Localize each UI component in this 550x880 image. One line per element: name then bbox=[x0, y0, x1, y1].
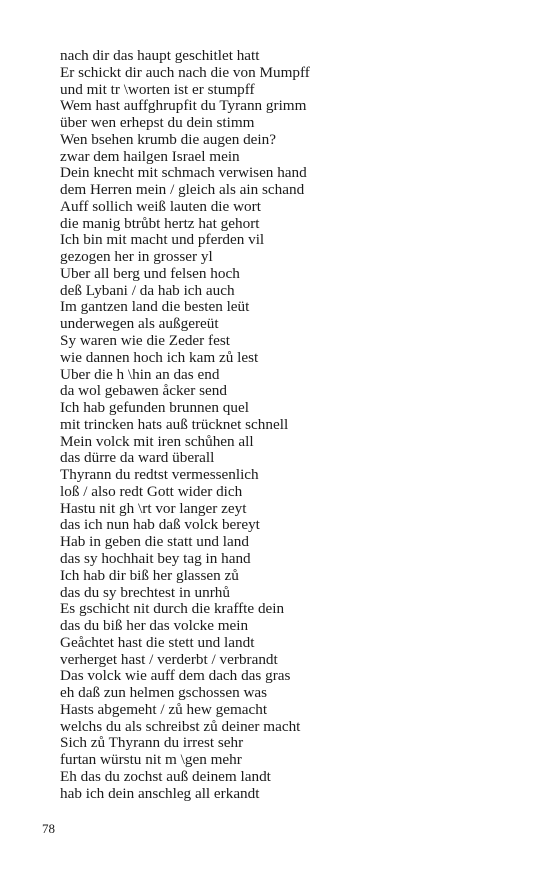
verse-line: Ich hab gefunden brunnen quel bbox=[60, 399, 249, 417]
verse-line: Es gschicht nit durch die kraffte dein bbox=[60, 600, 285, 618]
verse-line: zwar dem hailgen Israel mein bbox=[60, 147, 240, 165]
verse-line: Sy waren wie die Zeder fest bbox=[60, 332, 230, 350]
verse-line: welchs du als schreibst zů deiner macht bbox=[60, 717, 301, 735]
verse-line: mit trincken hats auß trücknet schnell bbox=[60, 415, 289, 433]
verse-line: das sy hochhait bey tag in hand bbox=[60, 549, 251, 567]
verse-line: Auff sollich weiß lauten die wort bbox=[60, 197, 261, 215]
verse-line: und mit tr \worten ist er stumpff bbox=[60, 80, 255, 98]
verse-line: über wen erhepst du dein stimm bbox=[60, 114, 255, 132]
verse-line: Geåchtet hast die stett und landt bbox=[60, 633, 255, 651]
verse-line: gezogen her in grosser yl bbox=[60, 248, 213, 266]
verse-line: Ich bin mit macht und pferden vil bbox=[60, 231, 265, 249]
verse-line: eh daß zun helmen gschossen was bbox=[60, 684, 268, 702]
verse-line: das du biß her das volcke mein bbox=[60, 617, 249, 635]
verse-line: Mein volck mit iren schůhen all bbox=[60, 432, 254, 450]
page-number: 78 bbox=[42, 821, 55, 836]
verse-line: Hastu nit gh \rt vor langer zeyt bbox=[60, 499, 247, 517]
verse-line: loß / also redt Gott wider dich bbox=[60, 482, 243, 500]
verse-line: Er schickt dir auch nach die von Mumpff bbox=[60, 63, 310, 81]
verse-line: Eh das du zochst auß deinem landt bbox=[60, 767, 271, 785]
verse-line: das ich nun hab daß volck bereyt bbox=[60, 516, 260, 534]
verse-line: Hasts abgemeht / zů hew gemacht bbox=[60, 700, 268, 718]
verse-line: Wen bsehen krumb die augen dein? bbox=[60, 130, 276, 148]
verse-line: Wem hast auffghrupfit du Tyrann grimm bbox=[60, 97, 307, 115]
verse-line: Hab in geben die statt und land bbox=[60, 533, 249, 551]
verse-line: das du sy brechtest in unrhů bbox=[60, 583, 230, 601]
verse-line: Thyrann du redtst vermessenlich bbox=[60, 466, 259, 484]
verse-line: da wol gebawen åcker send bbox=[60, 382, 227, 400]
verse-line: Uber all berg und felsen hoch bbox=[60, 264, 240, 282]
verse-line: verherget hast / verderbt / verbrandt bbox=[60, 650, 278, 668]
verse-line: Dein knecht mit schmach verwisen hand bbox=[60, 164, 307, 182]
verse-line: dem Herren mein / gleich als ain schand bbox=[60, 181, 305, 199]
verse-line: wie dannen hoch ich kam zů lest bbox=[60, 348, 259, 366]
poem-text bbox=[60, 48, 500, 802]
verse-line: hab ich dein anschleg all erkandt bbox=[60, 784, 260, 802]
verse-line: underwegen als außgereüt bbox=[60, 315, 219, 333]
verse-line: Sich zů Thyrann du irrest sehr bbox=[60, 734, 244, 752]
verse-line: die manig btrůbt hertz hat gehort bbox=[60, 214, 260, 232]
verse-line: furtan würstu nit m \gen mehr bbox=[60, 751, 242, 769]
verse-line: das dürre da ward überall bbox=[60, 449, 215, 467]
verse-line: Das volck wie auff dem dach das gras bbox=[60, 667, 291, 685]
verse-line: nach dir das haupt geschitlet hatt bbox=[60, 47, 260, 64]
verse-line: Ich hab dir biß her glassen zů bbox=[60, 566, 239, 584]
verse-line: Uber die h \hin an das end bbox=[60, 365, 220, 383]
verse-line: deß Lybani / da hab ich auch bbox=[60, 281, 235, 299]
verse-line: Im gantzen land die besten leüt bbox=[60, 298, 250, 316]
